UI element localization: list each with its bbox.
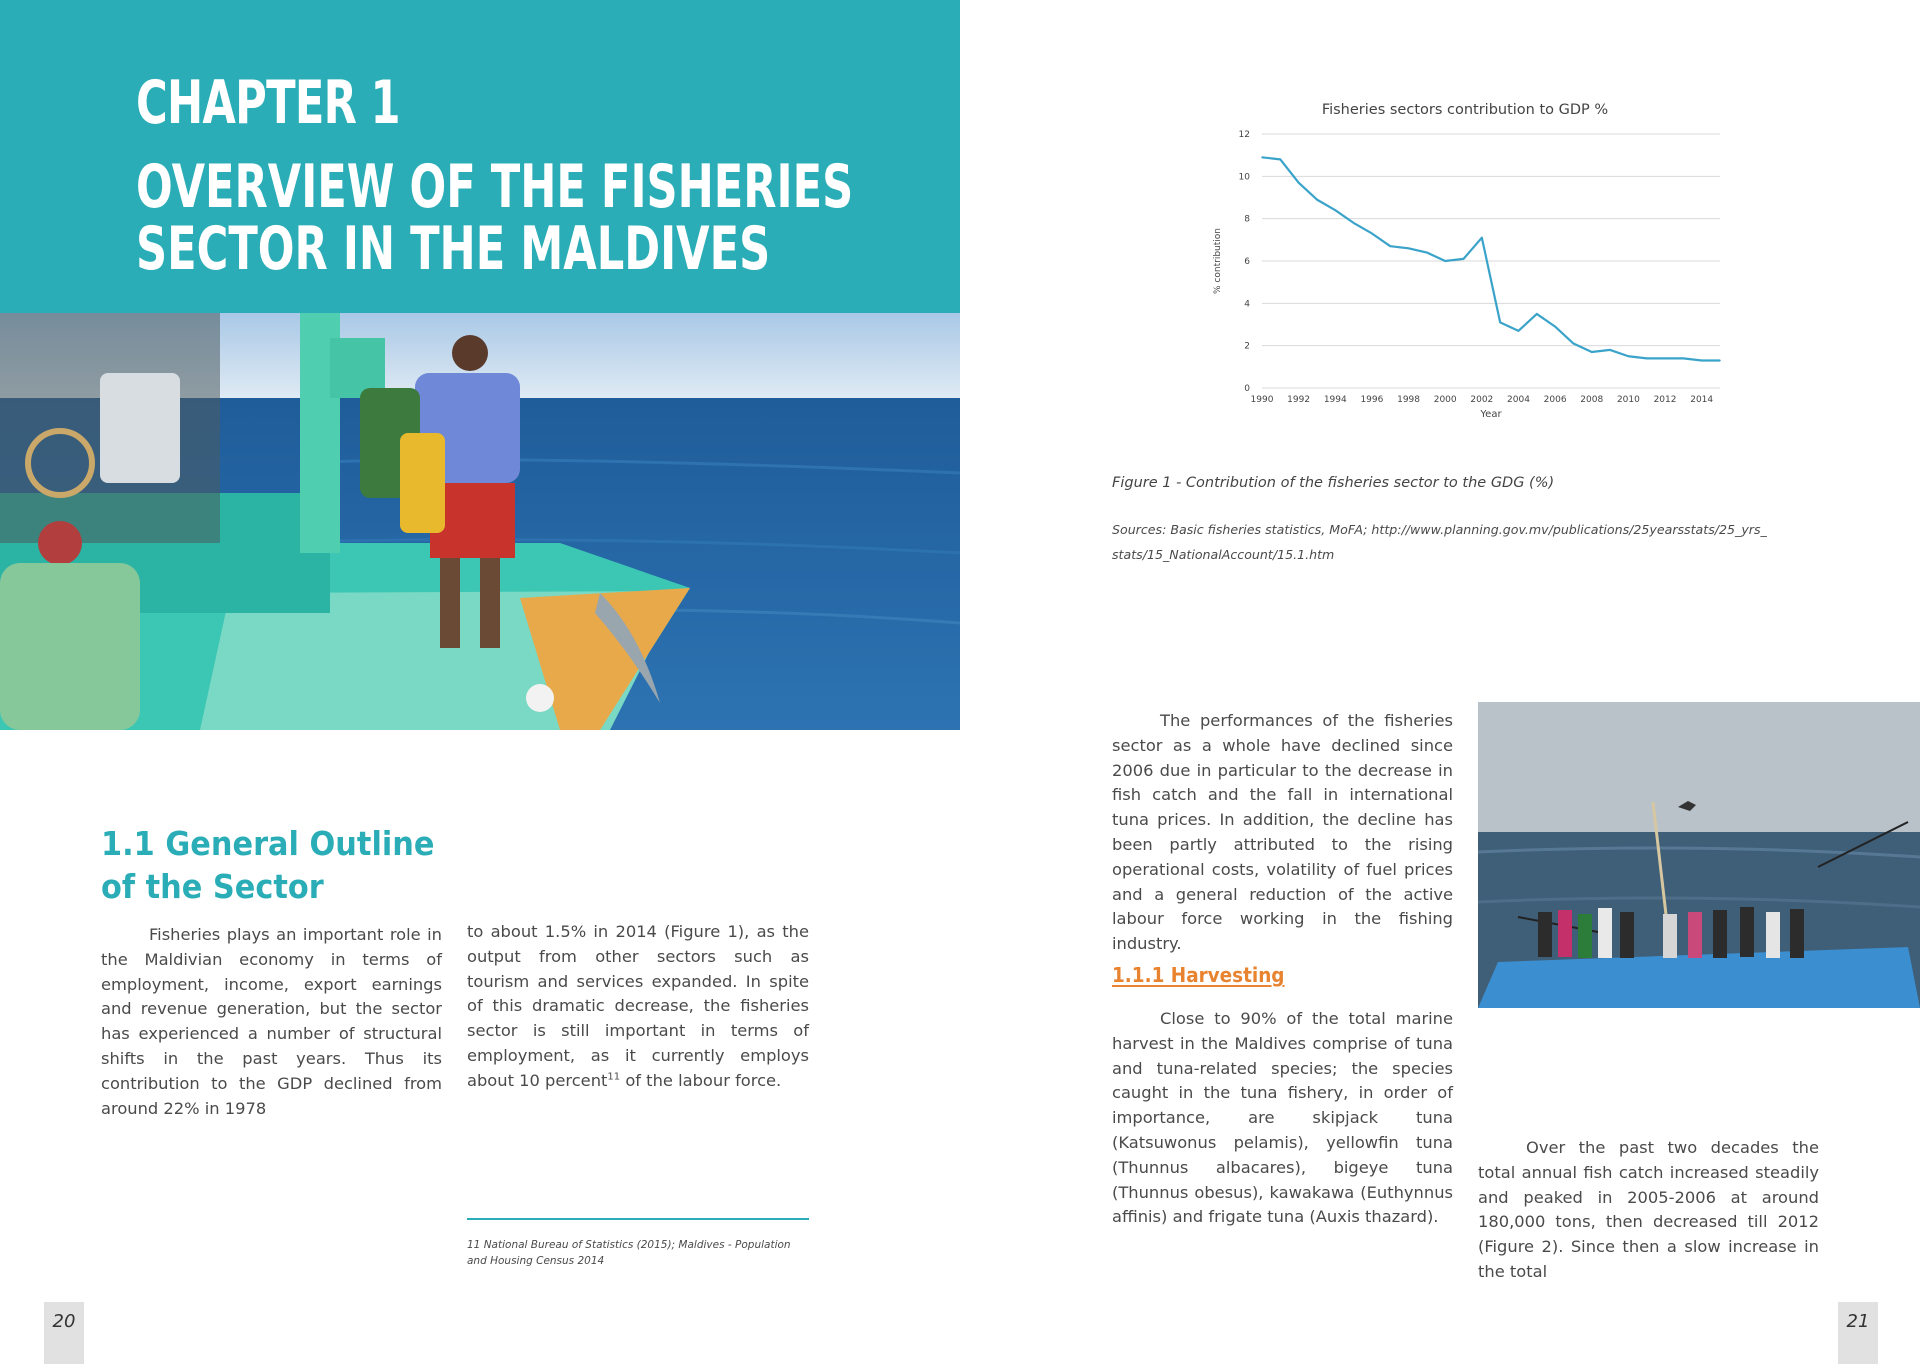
data-point bbox=[1280, 159, 1282, 161]
fishing-boat-photo bbox=[0, 313, 960, 730]
footnote-divider bbox=[467, 1218, 809, 1220]
data-point bbox=[1701, 360, 1703, 362]
x-tick-label: 2000 bbox=[1433, 395, 1457, 405]
data-point bbox=[1261, 156, 1263, 158]
chapter-header-band bbox=[0, 0, 960, 313]
data-point bbox=[1573, 343, 1575, 345]
y-tick-label: 4 bbox=[1244, 299, 1250, 310]
section-title-line2: of the Sector bbox=[101, 867, 324, 906]
data-point bbox=[1536, 313, 1538, 315]
data-point bbox=[1316, 199, 1318, 201]
page-number-left: 20 bbox=[44, 1302, 84, 1364]
x-axis-label: Year bbox=[1480, 409, 1502, 420]
x-tick-label: 2002 bbox=[1470, 395, 1494, 405]
subheading-harvesting: 1.1.1 Harvesting bbox=[1112, 963, 1285, 987]
x-tick-label: 1990 bbox=[1250, 395, 1274, 405]
data-point bbox=[1646, 358, 1648, 360]
figure-caption: Figure 1 - Contribution of the fisheries sector to the GDG (%) bbox=[1112, 475, 1555, 491]
data-point bbox=[1389, 245, 1391, 247]
paragraph-general-outline-1: Fisheries plays an important role in the Maldivian economy in terms of employment, income, export earnings and revenue generation, but the sector has experienced a number of structural shifts in the past years. Thus its contribution to the GDP declined from around 22% in 1978 bbox=[101, 925, 442, 1118]
footnote-text: 11 National Bureau of Statistics (2015); Maldives - Population and Housing Census 2014 bbox=[467, 1239, 791, 1267]
data-point bbox=[1683, 358, 1685, 360]
y-tick-label: 12 bbox=[1238, 130, 1250, 140]
data-point bbox=[1591, 351, 1593, 353]
x-tick-label: 2012 bbox=[1653, 395, 1677, 405]
chapter-title-line2: SECTOR IN THE MALDIVES bbox=[136, 214, 771, 284]
x-tick-label: 2006 bbox=[1543, 395, 1567, 405]
data-point bbox=[1481, 237, 1483, 239]
paragraph-performance: The performances of the fisheries sector as a whole have declined since 2006 due in particular to the decrease in fish catch and the fall in international tuna prices. In addition, the decline has been partly attributed to the rising operational costs, volatility of fuel prices and a general reduction of the active labour force working in the fishing industry. bbox=[1112, 711, 1453, 954]
chapter-title-line1: OVERVIEW OF THE FISHERIES bbox=[136, 152, 854, 222]
chart-title: Fisheries sectors contribution to GDP % bbox=[1321, 102, 1609, 118]
y-tick-label: 2 bbox=[1244, 341, 1250, 352]
data-point bbox=[1518, 330, 1520, 332]
data-point bbox=[1609, 349, 1611, 351]
data-point bbox=[1554, 326, 1556, 328]
data-point bbox=[1353, 222, 1355, 224]
paragraph-fish-catch: Over the past two decades the total annual fish catch increased steadily and peaked in 2005-2006 at around 180,000 tons, then decreased till 2012 (Figure 2). Since then a slow increase in the total bbox=[1478, 1138, 1819, 1281]
x-tick-label: 2010 bbox=[1616, 395, 1640, 405]
x-tick-label: 1998 bbox=[1397, 395, 1421, 405]
x-tick-label: 2004 bbox=[1507, 395, 1530, 405]
tuna-fishing-photo bbox=[1478, 702, 1920, 1008]
data-point bbox=[1298, 182, 1300, 184]
data-point bbox=[1628, 355, 1630, 357]
paragraph-text-part1: to about 1.5% in 2014 (Figure 1), as the output from other sectors such as tourism and services expanded. In spite of this dramatic decrease, the fisheries sector is still important in terms of employment, as it currently employs about 10 percent bbox=[467, 922, 809, 1090]
x-tick-label: 2014 bbox=[1690, 395, 1714, 405]
page-number-right: 21 bbox=[1838, 1302, 1878, 1364]
paragraph-general-outline-2 bbox=[467, 920, 809, 1094]
data-point bbox=[1664, 358, 1666, 360]
y-tick-label: 6 bbox=[1244, 257, 1250, 267]
y-tick-label: 8 bbox=[1244, 214, 1250, 225]
data-point bbox=[1499, 322, 1501, 324]
data-point bbox=[1463, 258, 1465, 260]
x-tick-label: 1992 bbox=[1287, 395, 1311, 405]
section-title-line1: 1.1 General Outline bbox=[101, 824, 435, 863]
x-tick-label: 1996 bbox=[1360, 395, 1384, 405]
data-point bbox=[1444, 260, 1446, 262]
x-tick-label: 1994 bbox=[1323, 395, 1347, 405]
x-tick-label: 2008 bbox=[1580, 395, 1604, 405]
y-tick-label: 10 bbox=[1238, 172, 1250, 183]
chapter-label: CHAPTER 1 bbox=[136, 68, 400, 138]
footnote-marker[interactable]: 11 bbox=[607, 1071, 621, 1083]
chapter-title bbox=[136, 152, 854, 284]
paragraph-text-part2: of the labour force. bbox=[620, 1070, 782, 1090]
data-point bbox=[1371, 233, 1373, 235]
series-line bbox=[1262, 157, 1720, 360]
y-axis-label: % contribution bbox=[1213, 228, 1223, 294]
data-point bbox=[1426, 252, 1428, 254]
data-point bbox=[1719, 360, 1721, 362]
paragraph-harvesting: Close to 90% of the total marine harvest in the Maldives comprise of tuna and tuna-related species; the species caught in the tuna fishery, in order of importance, are skipjack tuna (Katsuwonus pelamis), yellowfin tuna (Thunnus albacares), bigeye tuna (Thunnus obesus), kawakawa (Euthynnus affinis) and frigate tuna (Auxis thazard). bbox=[1112, 1009, 1453, 1227]
figure-source: Sources: Basic fisheries statistics, MoFA; http://www.planning.gov.mv/publications/25yearsstats/25_yrs_ stats/15_NationalAccount/15.1.htm bbox=[1112, 522, 1767, 562]
data-point bbox=[1334, 209, 1336, 211]
data-point bbox=[1408, 248, 1410, 250]
section-title bbox=[101, 822, 434, 908]
gdp-line-chart bbox=[1200, 92, 1740, 432]
y-tick-label: 0 bbox=[1244, 384, 1250, 394]
